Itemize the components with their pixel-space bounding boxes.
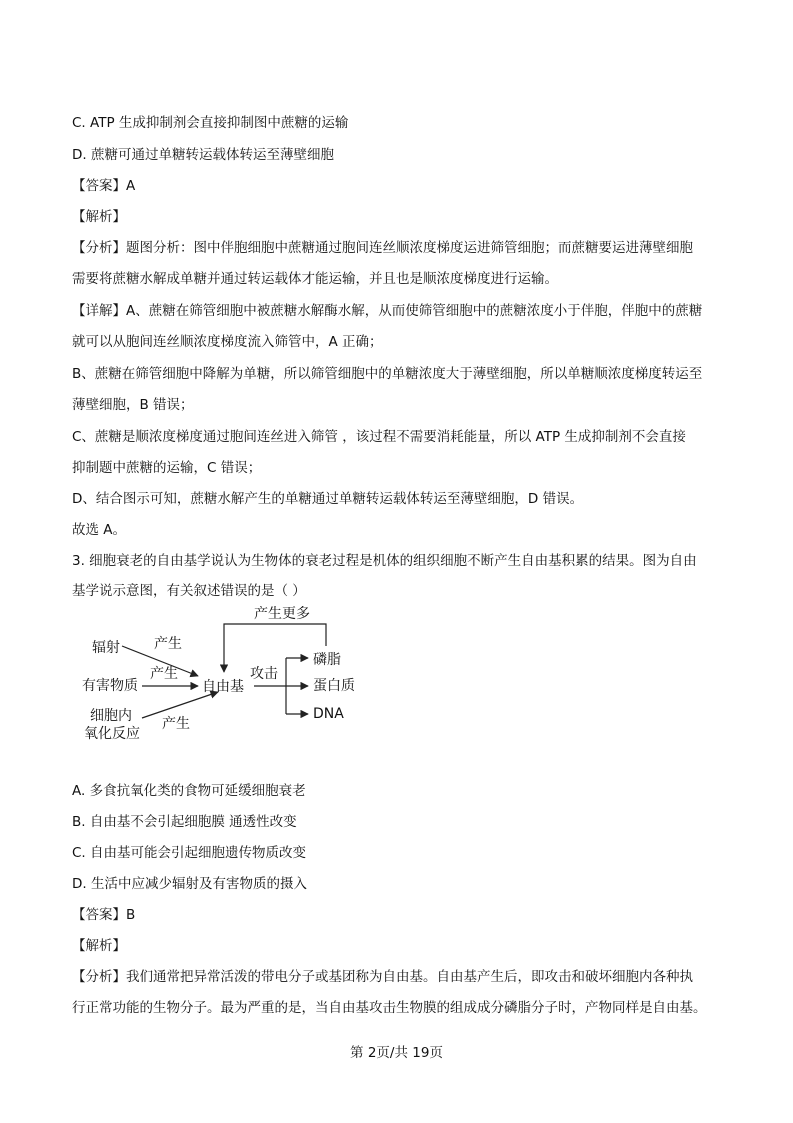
line-10: 薄壁细胞，B 错误； [72,397,194,413]
source-cell-1: 细胞内 [90,708,132,724]
line-24: 行正常功能的生物分子。最为严重的是，当自由基攻击生物膜的组成成分磷脂分子时，产物同样是自由基。 [72,1000,707,1016]
produce-label-3: 产生 [162,716,190,732]
option-a: A. 多食抗氧化类的食物可延缓细胞衰老 [72,783,306,799]
produce-label-2: 产生 [150,666,178,682]
line-12: 抑制题中蔗糖的运输，C 错误； [72,460,262,476]
line-2: D. 蔗糖可通过单糖转运载体转运至薄壁细胞 [72,147,334,163]
question-3-cont: 基学说示意图，有关叙述错误的是（ ） [72,583,306,599]
source-radiation: 辐射 [92,640,120,656]
analysis-label-1: 【解析】 [72,209,126,225]
center-node: 自由基 [202,679,244,695]
line-7: 【详解】A、蔗糖在筛管细胞中被蔗糖水解酶水解，从而使筛管细胞中的蔗糖浓度小于伴胞，伴胞中的蔗糖 [72,303,703,319]
line-1: C. ATP 生成抑制剂会直接抑制图中蔗糖的运输 [72,115,349,131]
produce-label-1: 产生 [154,636,182,652]
line-8: 就可以从胞间连丝顺浓度梯度流入筛管中，A 正确； [72,334,383,350]
line-11: C、蔗糖是顺浓度梯度通过胞间连丝进入筛管 ，该过程不需要消耗能量，所以 ATP 生成抑制剂不会直接 [72,429,686,445]
answer-label-1: 【答案】A [72,178,136,194]
target-dna: DNA [313,706,344,722]
option-b: B. 自由基不会引起细胞膜 通透性改变 [72,814,297,830]
line-23: 【分析】我们通常把异常活泼的带电分子或基团称为自由基。自由基产生后，即攻击和破坏细胞内各种执 [72,969,693,985]
line-9: B、蔗糖在筛管细胞中降解为单糖，所以筛管细胞中的单糖浓度大于薄壁细胞，所以单糖顺浓度梯度转运至 [72,366,703,382]
question-3: 3. 细胞衰老的自由基学说认为生物体的衰老过程是机体的组织细胞不断产生自由基积累的结果。图为自由 [72,553,697,569]
source-harmful: 有害物质 [82,678,138,694]
answer-label-2: 【答案】B [72,907,136,923]
source-cell-2: 氧化反应 [84,726,140,742]
line-14: 故选 A。 [72,522,127,538]
target-protein: 蛋白质 [313,678,355,694]
line-5: 【分析】题图分析：图中伴胞细胞中蔗糖通过胞间连丝顺浓度梯度运进筛管细胞；而蔗糖要运进薄壁细胞 [72,240,693,256]
option-c: C. 自由基可能会引起细胞遗传物质改变 [72,845,307,861]
free-radical-diagram [76,606,386,746]
line-13: D、结合图示可知，蔗糖水解产生的单糖通过单糖转运载体转运至薄壁细胞，D 错误。 [72,491,584,507]
line-6: 需要将蔗糖水解成单糖并通过转运载体才能运输，并且也是顺浓度梯度进行运输。 [72,271,558,287]
arrow-cell [142,692,218,718]
attack-label: 攻击 [250,666,278,682]
feedback-arrow [224,624,326,672]
analysis-label-2: 【解析】 [72,938,126,954]
produce-more-label: 产生更多 [254,606,310,622]
target-phospholipid: 磷脂 [313,652,341,668]
page-footer: 第 2页/共 19页 [350,1045,443,1061]
option-d: D. 生活中应减少辐射及有害物质的摄入 [72,876,307,892]
